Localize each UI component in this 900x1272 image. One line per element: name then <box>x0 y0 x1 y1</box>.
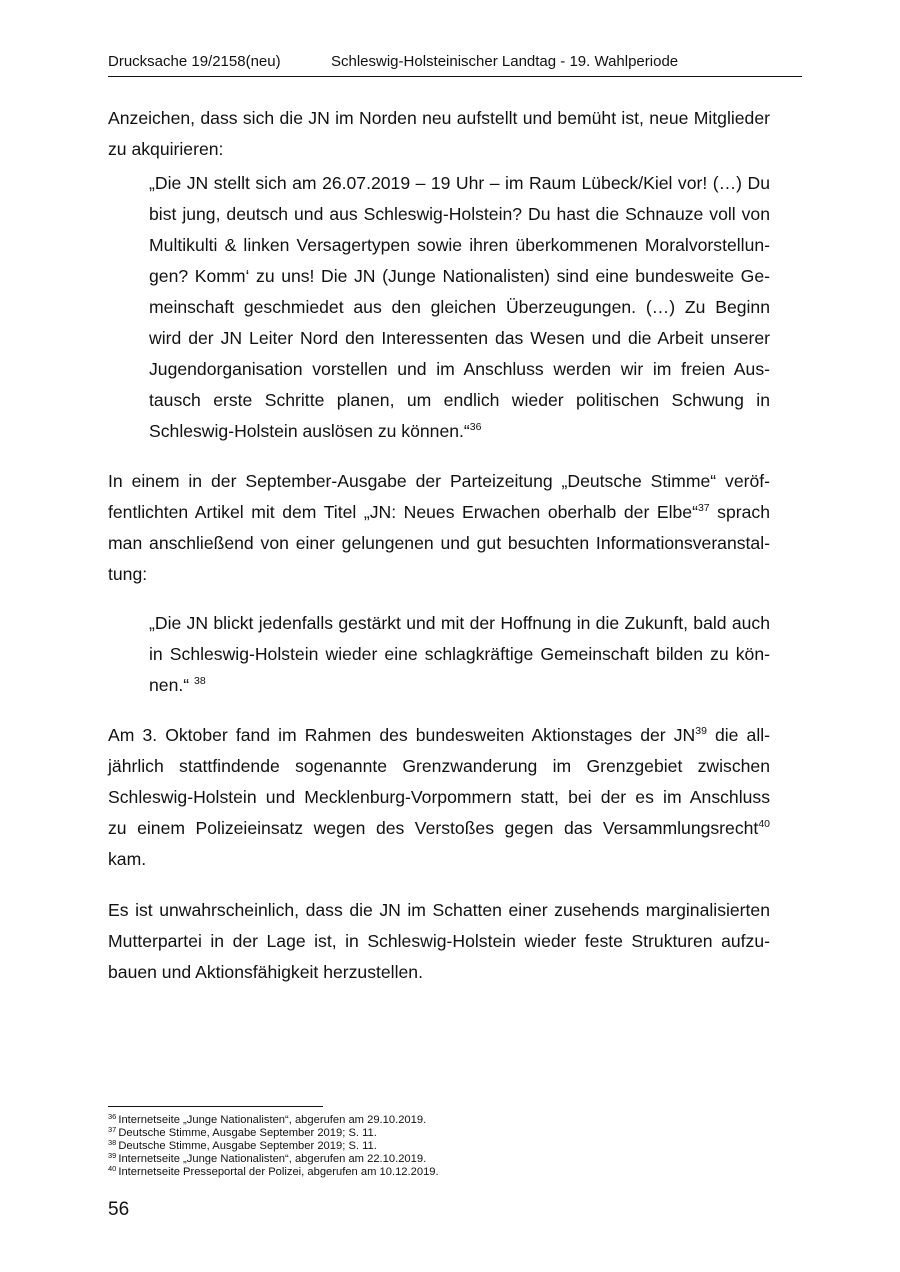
footnote-text: Internetseite „Junge Nationalisten“, abgerufen am 29.10.2019. <box>118 1114 427 1126</box>
quote-line: „Die JN stellt sich am 26.07.2019 – 19 Uhr – im Raum Lübeck/Kiel vor! (…) Du <box>149 173 770 193</box>
paragraph-grenzwanderung <box>108 720 770 875</box>
text-line: Es ist unwahrscheinlich, dass die JN im Schatten einer zusehends marginalisierten <box>108 900 770 920</box>
footnote-number: 38 <box>108 1138 117 1147</box>
text-segment: sprach <box>709 502 770 522</box>
text-line: tung: <box>108 564 148 584</box>
footnote-ref-36[interactable]: 36 <box>469 421 482 433</box>
quote-line <box>149 416 770 447</box>
footnote-number: 39 <box>108 1151 117 1160</box>
text-line: man anschließend von einer gelungenen und gut besuchten Informationsveranstal- <box>108 533 770 553</box>
text-line: In einem in der September-Ausgabe der Parteizeitung „Deutsche Stimme“ veröf- <box>108 471 770 491</box>
footnote-ref-37[interactable]: 37 <box>697 502 710 514</box>
page-header <box>108 50 802 77</box>
quote-line: tausch erste Schritte planen, um endlich wieder politischen Schwung in <box>149 390 770 410</box>
text-segment: Am 3. Oktober fand im Rahmen des bundesweiten Aktionstages der JN <box>108 725 696 745</box>
quote-line: gen? Komm‘ zu uns! Die JN (Junge Nationalisten) sind eine bundesweite Ge- <box>149 266 770 286</box>
text-line: zu akquirieren: <box>108 139 224 159</box>
text-line: jährlich stattfindende sogenannte Grenzwanderung im Grenzgebiet zwischen <box>108 756 770 776</box>
quote-line: Multikulti & linken Versagertypen sowie ihren überkommenen Moralvorstellun- <box>149 235 770 255</box>
page-number: 56 <box>108 1199 130 1220</box>
footnotes-list <box>108 1114 770 1179</box>
text-line: Anzeichen, dass sich die JN im Norden neu aufstellt und bemüht ist, neue Mitglieder <box>108 108 770 128</box>
paragraph-intro <box>108 103 770 165</box>
block-quote-jn-invitation <box>149 168 770 447</box>
footnote-39 <box>108 1153 770 1166</box>
text-line <box>108 720 770 751</box>
quote-line <box>149 670 770 701</box>
footnote-number: 37 <box>108 1125 117 1134</box>
footnote-text: Internetseite Presseportal der Polizei, abgerufen am 10.12.2019. <box>118 1166 439 1178</box>
block-quote-jn-future <box>149 608 770 701</box>
quote-line: in Schleswig-Holstein wieder eine schlagkräftige Gemeinschaft bilden zu kön- <box>149 644 770 664</box>
text-line: Schleswig-Holstein und Mecklenburg-Vorpommern statt, bei der es im Anschluss <box>108 787 770 807</box>
footnote-text: Internetseite „Junge Nationalisten“, abgerufen am 22.10.2019. <box>118 1153 427 1165</box>
footnote-ref-38[interactable]: 38 <box>194 675 206 687</box>
footnote-separator <box>108 1106 323 1107</box>
text-line <box>108 813 770 844</box>
quote-line: Jugendorganisation vorstellen und im Anschluss werden wir im freien Aus- <box>149 359 770 379</box>
footnote-ref-40[interactable]: 40 <box>758 818 770 830</box>
footnote-number: 40 <box>108 1164 117 1173</box>
document-number: Drucksache 19/2158(neu) <box>108 53 281 70</box>
text-segment: zu einem Polizeieinsatz wegen des Verstoßes gegen das Versammlungsrecht <box>108 818 759 838</box>
footnote-37 <box>108 1127 770 1140</box>
quote-line-text: nen.“ <box>149 675 194 695</box>
quote-line: bist jung, deutsch und aus Schleswig-Holstein? Du hast die Schnauze voll von <box>149 204 770 224</box>
footnote-text: Deutsche Stimme, Ausgabe September 2019; S. 11. <box>118 1127 377 1139</box>
text-segment: fentlichten Artikel mit dem Titel „JN: Neues Erwachen oberhalb der Elbe“ <box>108 502 698 522</box>
parliament-title: Schleswig-Holsteinischer Landtag - 19. Wahlperiode <box>331 53 679 70</box>
text-line <box>108 497 770 528</box>
quote-line: meinschaft geschmiedet aus den gleichen Überzeugungen. (…) Zu Beginn <box>149 297 770 317</box>
footnote-number: 36 <box>108 1112 117 1121</box>
quote-line: wird der JN Leiter Nord den Interessenten das Wesen und die Arbeit unserer <box>149 328 770 348</box>
footnote-38 <box>108 1140 770 1153</box>
quote-line: „Die JN blickt jedenfalls gestärkt und mit der Hoffnung in die Zukunft, bald auch <box>149 613 770 633</box>
footnote-ref-39[interactable]: 39 <box>695 725 707 737</box>
paragraph-conclusion <box>108 895 770 988</box>
paragraph-deutsche-stimme <box>108 466 770 590</box>
footnote-text: Deutsche Stimme, Ausgabe September 2019; S. 11. <box>118 1140 377 1152</box>
quote-line-text: Schleswig-Holstein auslösen zu können.“ <box>149 421 470 441</box>
text-line: bauen und Aktionsfähigkeit herzustellen. <box>108 962 423 982</box>
text-line: kam. <box>108 849 147 869</box>
text-segment: die all- <box>706 725 770 745</box>
footnote-40 <box>108 1166 770 1179</box>
footnote-36 <box>108 1114 770 1127</box>
text-line: Mutterpartei in der Lage ist, in Schleswig-Holstein wieder feste Strukturen aufzu- <box>108 931 770 951</box>
